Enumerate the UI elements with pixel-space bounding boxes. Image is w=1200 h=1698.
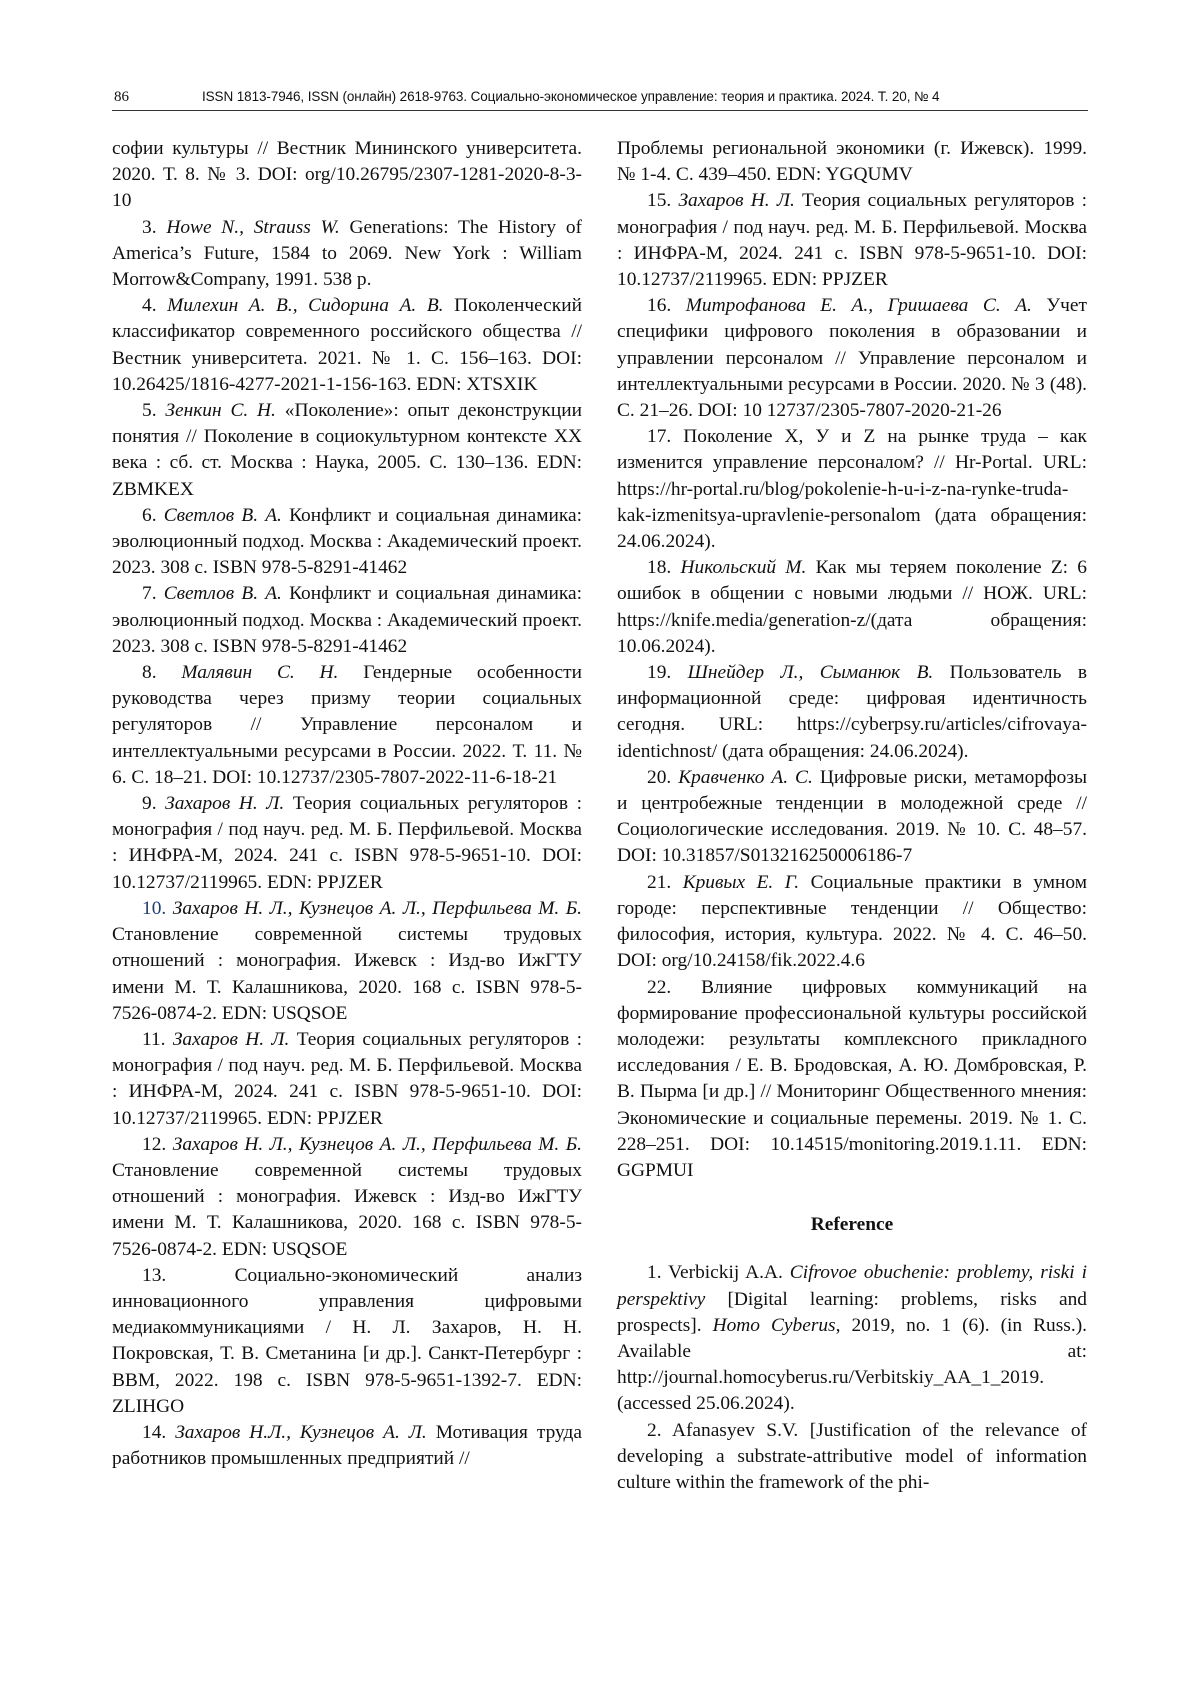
reference-item: 6. Светлов В. А. Конфликт и социальная динамика: эволюционный подход. Москва : Академический проект. 2023. 308 с. ISBN 978-5-8291-41462	[112, 504, 582, 579]
reference-item: 4. Милехин А. В., Сидорина А. В. Поколенческий классификатор современного российского общества // Вестник университета. 2021. № 1. С. 156–163. DOI: 10.26425/1816-4277-2021-1-156-163. EDN: XTSXIK	[112, 295, 582, 395]
reference-item: 3. Howe N., Strauss W. Generations: The History of America’s Future, 1584 to 2069. New York : William Morrow&Company, 1991. 538 p.	[112, 216, 582, 291]
page-number: 86	[114, 89, 129, 105]
reference-author: Захаров Н. Л., Кузнецов А. Л., Перфильева М. Б.	[172, 897, 582, 919]
reference-item: 10. Захаров Н. Л., Кузнецов А. Л., Перфильева М. Б. Становление современной системы трудовых отношений : монография. Ижевск : Изд-во ИжГТУ имени М. Т. Калашникова, 2020. 168 с. ISBN 978-5-7526-0874-2. EDN: USQSOE	[112, 897, 582, 1024]
reference-item: 15. Захаров Н. Л. Теория социальных регуляторов : монография / под науч. ред. М. Б. Перфильевой. Москва : ИНФРА-М, 2024. 241 с. ISBN 978-5-9651-10. DOI: 10.12737/2119965. EDN: PPJZER	[617, 190, 1087, 291]
reference-author: Никольский М.	[680, 557, 807, 579]
reference-author: Кравченко А. С.	[678, 766, 813, 788]
reference-item: 12. Захаров Н. Л., Кузнецов А. Л., Перфильева М. Б. Становление современной системы трудовых отношений : монография. Ижевск : Изд-во ИжГТУ имени М. Т. Калашникова, 2020. 168 с. ISBN 978-5-7526-0874-2. EDN: USQSOE	[112, 1133, 582, 1260]
reference-item: 11. Захаров Н. Л. Теория социальных регуляторов : монография / под науч. ред. М. Б. Перфильевой. Москва : ИНФРА-М, 2024. 241 с. ISBN 978-5-9651-10. DOI: 10.12737/2119965. EDN: PPJZER	[112, 1028, 582, 1129]
reference-item: софии культуры // Вестник Мининского университета. 2020. Т. 8. № 3. DOI: org/10.26795/2307-1281-2020-8-3-10	[112, 138, 582, 212]
reference-item: 2. Afanasyev S.V. [Justification of the relevance of developing a substrate-attributive model of information culture within the framework of the phi-	[617, 1419, 1088, 1493]
reference-author: Захаров Н. Л.	[172, 1028, 290, 1050]
running-header	[112, 86, 1088, 111]
journal-header: ISSN 1813-7946, ISSN (онлайн) 2618-9763. Социально-экономическое управление: теория и практика. 2024. Т. 20, № 4	[202, 89, 940, 104]
reference-heading: Reference	[810, 1214, 894, 1236]
reference-author: Захаров Н. Л., Кузнецов А. Л., Перфильева М. Б.	[172, 1133, 582, 1155]
reference-journal: Homo Cyberus	[712, 1314, 836, 1336]
reference-item: 9. Захаров Н. Л. Теория социальных регуляторов : монография / под науч. ред. М. Б. Перфильевой. Москва : ИНФРА-М, 2024. 241 с. ISBN 978-5-9651-10. DOI: 10.12737/2119965. EDN: PPJZER	[112, 793, 582, 893]
reference-item: 18. Никольский М. Как мы теряем поколение Z: 6 ошибок в общении с новыми людьми // НОЖ. URL: https://knife.media/generation-z/(дата обращения: 10.06.2024).	[617, 557, 1088, 657]
reference-item: 7. Светлов В. А. Конфликт и социальная динамика: эволюционный подход. Москва : Академический проект. 2023. 308 с. ISBN 978-5-8291-41462	[112, 583, 582, 657]
reference-author: Howe N., Strauss W.	[166, 216, 340, 238]
reference-item: 19. Шнейдер Л., Сыманюк В. Пользователь в информационной среде: цифровая идентичность сегодня. URL: https://cyberpsy.ru/articles/cifrovaya-identichnost/ (дата обращения: 24.06.2024).	[617, 662, 1087, 762]
reference-item: 22. Влияние цифровых коммуникаций на формирование профессиональной культуры российской молодежи: результаты комплексного прикладного исследования / Е. В. Бродовская, А. Ю. Домбровская, Р. В. Пырма [и др.] // Мониторинг Общественного мнения: Экономические и социальные перемены. 2019. № 1. С. 228–251. DOI: 10.14515/monitoring.2019.1.11. EDN: GGPMUI	[617, 976, 1087, 1181]
reference-author: Митрофанова Е. А., Гришаева С. А.	[685, 295, 1032, 317]
reference-author: Светлов В. А.	[163, 504, 282, 526]
reference-item: 5. Зенкин С. Н. «Поколение»: опыт деконструкции понятия // Поколение в социокультурном контексте XX века : сб. ст. Москва : Наука, 2005. С. 130–136. EDN: ZBMKEX	[112, 400, 582, 500]
reference-item: 16. Митрофанова Е. А., Гришаева С. А. Учет специфики цифрового поколения в образовании и управлении персоналом // Управление персоналом и интеллектуальными ресурсами в России. 2020. № 3 (48). С. 21–26. DOI: 10 12737/2305-7807-2020-21-26	[617, 295, 1087, 422]
reference-author: Захаров Н. Л.	[165, 793, 285, 815]
reference-title: Cifrovoe obuchenie: problemy, riski i perspektivy	[617, 1262, 1087, 1310]
left-column	[112, 136, 582, 1472]
reference-item: 13. Социально-экономический анализ инновационного управления цифровыми медиакоммуникациями / Н. Л. Захаров, Н. Н. Покровская, Т. В. Сметанина [и др.]. Санкт-Петербург : ВВМ, 2022. 198 с. ISBN 978-5-9651-1392-7. EDN: ZLIHGO	[112, 1264, 582, 1417]
reference-item: 8. Малявин С. Н. Гендерные особенности руководства через призму теории социальных регуляторов // Управление персоналом и интеллектуальными ресурсами в России. 2022. Т. 11. № 6. С. 18–21. DOI: 10.12737/2305-7807-2022-11-6-18-21	[112, 662, 582, 788]
reference-item: 1. Verbickij A.A. Cifrovoe obuchenie: problemy, riski i perspektivy [Digital learning: problems, risks and prospects]. Homo Cyberus, 2019, no. 1 (6). (in Russ.). Available at: http://journal.homocyberus.ru/Verbitskiy_AA_1_2019. (accessed 25.06.2024).	[617, 1262, 1087, 1415]
reference-author: Светлов В. А.	[163, 583, 282, 605]
reference-item: 17. Поколение X, У и Z на рынке труда – как изменится управление персоналом? // Hr-Portal. URL: https://hr-portal.ru/blog/pokolenie-h-u-i-z-na-rynke-truda-kak-izmenitsya-upravlenie-personalom (дата обращения: 24.06.2024).	[617, 426, 1087, 553]
reference-item: 14. Захаров Н.Л., Кузнецов А. Л. Мотивация труда работников промышленных предприятий //	[112, 1421, 582, 1470]
reference-item: Проблемы региональной экономики (г. Ижевск). 1999. № 1-4. С. 439–450. EDN: YGQUMV	[617, 138, 1087, 186]
reference-author: Захаров Н. Л.	[678, 190, 795, 212]
reference-author: Малявин С. Н.	[181, 662, 339, 684]
reference-item: 21. Кривых Е. Г. Социальные практики в умном городе: перспективные тенденции // Общество: философия, история, культура. 2022. № 4. С. 46–50. DOI: org/10.24158/fik.2022.4.6	[617, 871, 1087, 972]
reference-author: Захаров Н.Л., Кузнецов А. Л.	[175, 1421, 427, 1443]
reference-author: Кривых Е. Г.	[682, 871, 800, 893]
reference-item: 20. Кравченко А. С. Цифровые риски, метаморфозы и центробежные тенденции в молодежной среде // Социологические исследования. 2019. № 10. С. 48–57. DOI: 10.31857/S013216250006186-7	[617, 766, 1088, 867]
reference-author: Милехин А. В., Сидорина А. В.	[167, 295, 444, 317]
reference-author: Зенкин С. Н.	[165, 400, 276, 422]
right-column	[617, 136, 1087, 1496]
reference-author: Шнейдер Л., Сыманюк В.	[687, 662, 934, 684]
